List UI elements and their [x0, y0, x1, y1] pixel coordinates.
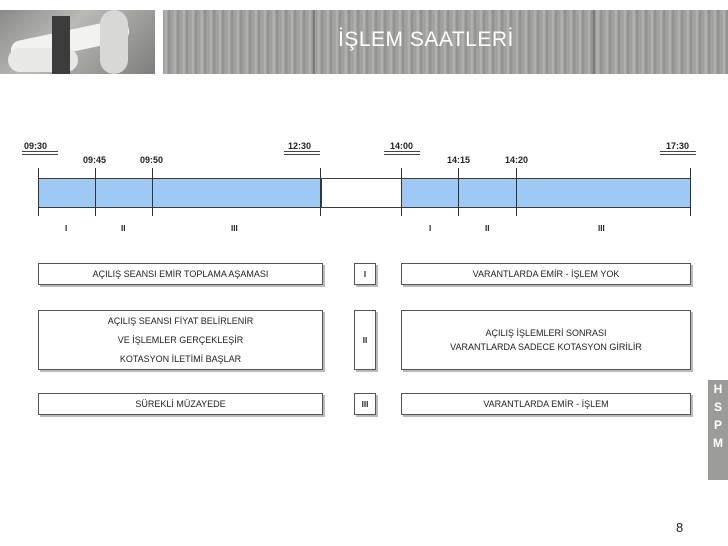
- time-underline: [284, 151, 320, 152]
- phase-i-number: I: [354, 263, 376, 285]
- phase-i-right-box: [401, 263, 691, 285]
- box-text: SÜREKLİ MÜZAYEDE: [135, 399, 226, 409]
- time-underline: [22, 154, 58, 155]
- time-underline: [284, 154, 320, 155]
- tick-line: [95, 168, 96, 216]
- time-label-0930: 09:30: [24, 141, 48, 151]
- time-label-1230: 12:30: [288, 141, 312, 151]
- morning-session-bar: [38, 178, 322, 208]
- box-text: VE İŞLEMLER GERÇEKLEŞİR: [117, 334, 244, 345]
- phase-label: I: [429, 224, 432, 233]
- time-label-1400: 14:00: [390, 141, 414, 151]
- phase-label: I: [65, 224, 68, 233]
- phase-label: II: [485, 224, 490, 233]
- box-text: AÇILIŞ SEANSI FİYAT BELİRLENİR: [107, 315, 254, 326]
- time-label-0950: 09:50: [140, 155, 164, 165]
- brand-letter: P: [713, 418, 722, 432]
- time-underline: [660, 151, 696, 152]
- tick-line: [38, 168, 39, 216]
- tick-line: [690, 168, 691, 216]
- brand-letter: M: [713, 436, 723, 450]
- afternoon-session-bar: [401, 178, 691, 208]
- brand-letter: S: [713, 400, 722, 414]
- page-title: İŞLEM SAATLERİ: [338, 28, 514, 51]
- time-underline: [22, 151, 58, 152]
- brand-letter: H: [713, 382, 723, 396]
- box-text: VARANTLARDA EMİR - İŞLEM YOK: [472, 269, 620, 279]
- phase-ii-number: II: [354, 310, 376, 370]
- box-text: VARANTLARDA EMİR - İŞLEM: [483, 399, 609, 409]
- phase-iii-right-box: [401, 393, 691, 415]
- box-text: AÇILIŞ İŞLEMLERİ SONRASI: [485, 328, 607, 338]
- box-text: KOTASYON İLETİMİ BAŞLAR: [119, 353, 242, 364]
- tick-line: [152, 168, 153, 216]
- time-label-0945: 09:45: [83, 155, 107, 165]
- time-label-1420: 14:20: [505, 155, 529, 165]
- page-number: 8: [676, 520, 684, 535]
- tick-line: [458, 168, 459, 216]
- time-underline: [660, 154, 696, 155]
- phase-label: III: [598, 224, 605, 233]
- time-label-1415: 14:15: [447, 155, 471, 165]
- phase-label: III: [231, 224, 238, 233]
- brand-strip: [708, 380, 728, 480]
- phase-i-left-box: [38, 263, 323, 285]
- lunch-break-bar: [321, 178, 402, 208]
- tick-line: [516, 168, 517, 216]
- phase-iii-number: III: [354, 393, 376, 415]
- phase-ii-left-box: [38, 310, 323, 370]
- box-text: VARANTLARDA SADECE KOTASYON GİRİLİR: [450, 342, 642, 352]
- time-underline: [384, 151, 420, 152]
- time-underline: [384, 154, 420, 155]
- phase-label: II: [121, 224, 126, 233]
- tick-line: [401, 168, 402, 216]
- phase-ii-right-box: [401, 310, 691, 370]
- tick-line: [320, 168, 321, 216]
- box-text: AÇILIŞ SEANSI EMİR TOPLAMA AŞAMASI: [92, 269, 269, 279]
- phase-iii-left-box: [38, 393, 323, 415]
- time-label-1730: 17:30: [666, 141, 690, 151]
- logo-photo: [0, 10, 155, 74]
